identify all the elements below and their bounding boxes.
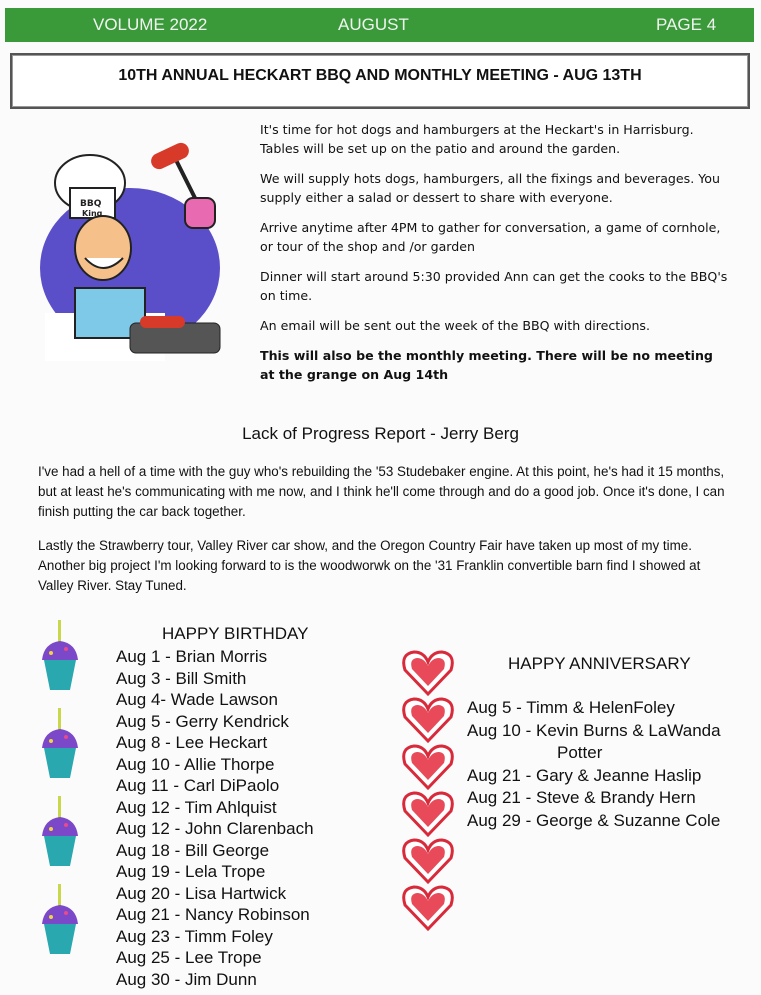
anniversary-item: Aug 21 - Gary & Jeanne Haslip	[467, 765, 702, 785]
birthday-item: Aug 5 - Gerry Kendrick	[116, 711, 289, 731]
report-text	[38, 462, 738, 610]
anniversary-heading: HAPPY ANNIVERSARY	[508, 654, 691, 673]
birthday-heading: HAPPY BIRTHDAY	[162, 624, 309, 643]
birthday-item: Aug 25 - Lee Trope	[116, 948, 262, 967]
birthday-item: Aug 20 - Lisa Hartwick	[116, 883, 287, 903]
bbq-paragraph: It's time for hot dogs and hamburgers at the Heckart's in Harrisburg. Tables will be set up on the patio and around the garden.	[260, 122, 694, 156]
anniversary-item-continued: Potter	[557, 743, 603, 762]
report-paragraph: I've had a hell of a time with the guy who's rebuilding the '53 Studebaker engine. At this point, he's had it 15 months, but at least he's communicating with me now, and I think he'll come through and do a good job. Once it's done, I can finish putting the car back together.	[38, 464, 725, 519]
report-paragraph: Lastly the Strawberry tour, Valley River car show, and the Oregon Country Fair have taken up most of my time. Another big project I'm looking forward to is the woodworwk on the '31 Franklin convertible barn find I showed at Valley River. Stay Tuned.	[38, 538, 701, 593]
birthday-item: Aug 11 - Carl DiPaolo	[116, 776, 280, 795]
cupcake-icons	[36, 615, 86, 965]
birthday-item: Aug 19 - Lela Trope	[116, 862, 266, 881]
birthday-item: Aug 21 - Nancy Robinson	[116, 905, 310, 924]
volume-label: VOLUME 2022	[93, 15, 208, 34]
birthday-item: Aug 18 - Bill George	[116, 840, 270, 860]
bbq-paragraph: Arrive anytime after 4PM to gather for conversation, a game of cornhole, or tour of the shop and /or garden	[260, 220, 721, 254]
birthday-item: Aug 3 - Bill Smith	[116, 668, 247, 688]
birthday-item: Aug 12 - John Clarenbach	[116, 819, 314, 838]
anniversary-item: Aug 10 - Kevin Burns & LaWanda	[467, 720, 721, 740]
anniversary-item: Aug 5 - Timm & HelenFoley	[467, 698, 675, 717]
svg-text:King: King	[82, 209, 103, 218]
title-box	[10, 53, 750, 109]
bbq-meeting-note: This will also be the monthly meeting. There will be no meeting at the grange on Aug 14th	[260, 348, 713, 382]
birthday-item: Aug 4- Wade Lawson	[116, 690, 278, 709]
birthday-list	[116, 646, 314, 990]
page-label: PAGE 4	[656, 15, 717, 34]
birthday-item: Aug 23 - Timm Foley	[116, 926, 273, 946]
bbq-king-illustration	[35, 118, 245, 363]
bbq-paragraph: We will supply hots dogs, hamburgers, all the fixings and beverages. You supply either a salad or dessert to share with everyone.	[260, 171, 720, 205]
report-heading: Lack of Progress Report - Jerry Berg	[242, 424, 519, 443]
birthday-item: Aug 1 - Brian Morris	[116, 647, 268, 666]
birthday-item: Aug 12 - Tim Ahlquist	[116, 797, 277, 817]
birthday-item: Aug 8 - Lee Heckart	[116, 733, 268, 752]
birthday-item: Aug 30 - Jim Dunn	[116, 969, 257, 989]
bbq-paragraph: Dinner will start around 5:30 provided Ann can get the cooks to the BBQ's on time.	[260, 269, 728, 303]
svg-text:BBQ: BBQ	[80, 199, 102, 209]
header-bar	[5, 8, 754, 42]
birthday-item: Aug 10 - Allie Thorpe	[116, 754, 275, 774]
anniversary-list	[467, 697, 721, 832]
bbq-article-text	[260, 120, 730, 395]
heart-icons	[400, 648, 456, 933]
month-label: AUGUST	[338, 15, 409, 34]
anniversary-item: Aug 29 - George & Suzanne Cole	[467, 810, 721, 830]
bbq-paragraph: An email will be sent out the week of the BBQ with directions.	[260, 318, 650, 333]
anniversary-item: Aug 21 - Steve & Brandy Hern	[467, 788, 696, 807]
article-title: 10TH ANNUAL HECKART BBQ AND MONTHLY MEETING - AUG 13TH	[118, 67, 642, 84]
